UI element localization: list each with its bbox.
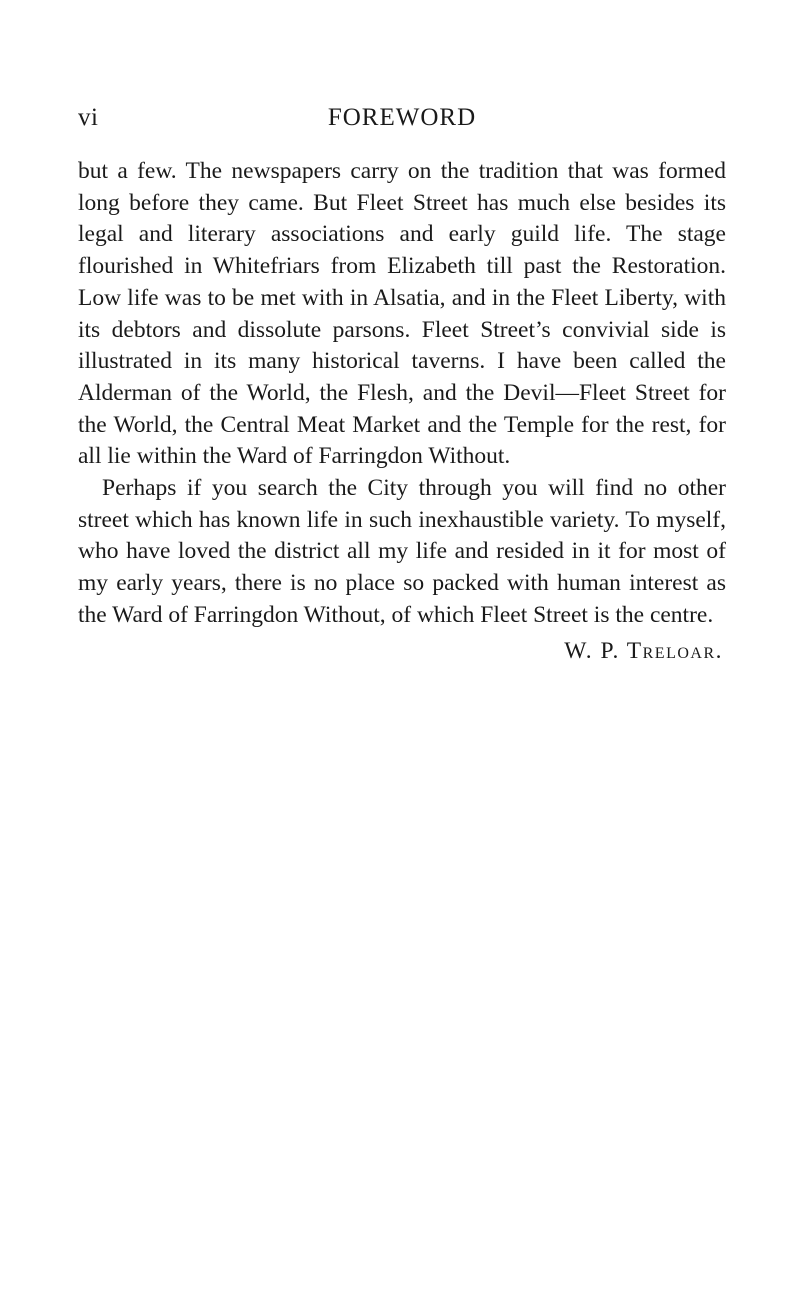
body-text	[78, 156, 726, 632]
page-title: FOREWORD	[327, 104, 477, 131]
page-number: vi	[78, 104, 99, 131]
paragraph: but a few. The newspapers carry on the tradition that was formed long before they came. But Fleet Street has much else besides its legal and literary associations and early guild life. The stage flourished in Whitefriars from Elizabeth till past the Restoration. Low life was to be met with in Alsatia, and in the Fleet Liberty, with its debtors and dissolute parsons. Fleet Street’s convivial side is illustrated in its many historical taverns. I have been called the Alderman of the World, the Flesh, and the Devil—Fleet Street for the World, the Central Meat Market and the Temple for the rest, for all lie within the Ward of Farringdon Without.	[78, 158, 726, 470]
running-head	[78, 104, 726, 144]
author-signature: W. P. Treloar.	[564, 638, 723, 664]
paragraph: Perhaps if you search the City through you will find no other street which has known life in such inexhaustible variety. To myself, who have loved the district all my life and resided in it for most of my early years, there is no place so packed with human interest as the Ward of Farringdon Without, of which Fleet Street is the centre.	[78, 475, 726, 628]
